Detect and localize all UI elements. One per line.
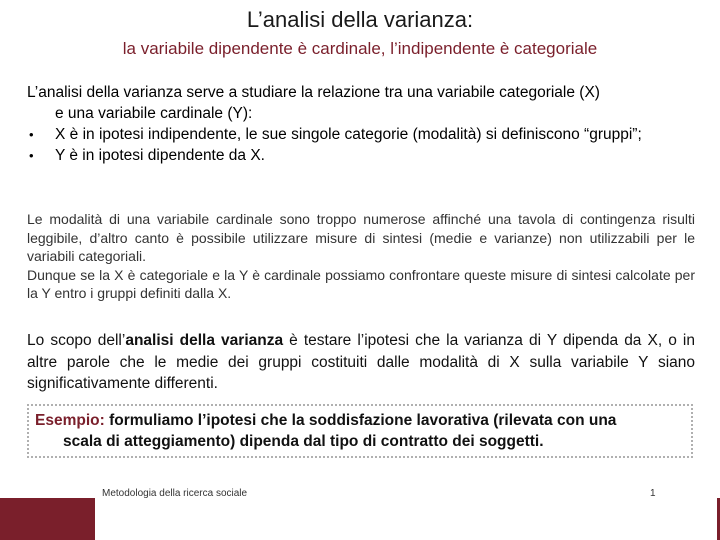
example-line-1: formuliamo l’ipotesi che la soddisfazione lavorativa (rilevata con una xyxy=(104,412,617,429)
intro-section xyxy=(27,82,695,166)
bullet-text: Y è in ipotesi dipendente da X. xyxy=(55,147,265,164)
bullet-item xyxy=(27,124,695,145)
paragraph-purpose xyxy=(27,330,695,395)
slide-subtitle: la variabile dipendente è cardinale, l’indipendente è categoriale xyxy=(122,39,598,58)
paragraph-sentence-1: Le modalità di una variabile cardinale sono troppo numerose affinché una tavola di contingenza risulti leggibile, d’altro canto è possibile utilizzare misure di sintesi (medie e varianze) non utilizzabili per le variabili categoriali. xyxy=(27,211,695,265)
bullet-dot-icon: • xyxy=(29,148,34,163)
purpose-emphasis: analisi della varianza xyxy=(125,332,284,349)
example-line-2: scala di atteggiamento) dipenda dal tipo di contratto dei soggetti. xyxy=(63,433,544,450)
paragraph-summary-measures xyxy=(27,210,695,303)
bullet-item xyxy=(27,145,695,166)
example-box xyxy=(27,404,693,458)
purpose-prefix: Lo scopo dell’ xyxy=(27,332,126,349)
intro-line-2: e una variabile cardinale (Y): xyxy=(55,105,253,122)
paragraph-sentence-2: Dunque se la X è categoriale e la Y è cardinale possiamo confrontare queste misure di sintesi calcolate per la Y entro i gruppi definiti dalla X. xyxy=(27,266,695,302)
bullet-text: X è in ipotesi indipendente, le sue singole categorie (modalità) si definiscono “gruppi”; xyxy=(55,126,642,143)
intro-line-1: L’analisi della varianza serve a studiare la relazione tra una variabile categoriale (X) xyxy=(27,84,600,101)
purpose-rest: è testare l’ipotesi che la varianza di Y dipenda da X, o in altre parole che le medie dei gruppi costituiti dalle modalità di X sulla variabile Y siano significativamente differenti. xyxy=(27,332,695,392)
page-number: 1 xyxy=(650,488,656,499)
footer-course-title: Metodologia della ricerca sociale xyxy=(102,488,248,499)
example-label: Esempio: xyxy=(35,412,105,429)
slide-title: L’analisi della varianza: xyxy=(246,7,474,32)
bullet-dot-icon: • xyxy=(29,127,34,142)
